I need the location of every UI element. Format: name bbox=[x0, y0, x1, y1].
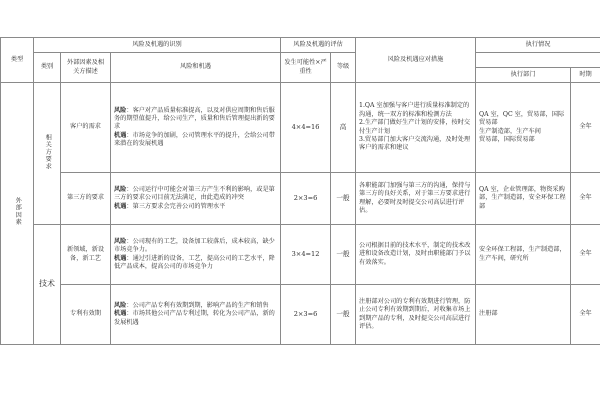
category-technology: 技术 bbox=[34, 225, 61, 345]
row-4-period: 全年 bbox=[571, 285, 600, 345]
risk-label: 风险 bbox=[114, 237, 127, 245]
row-4-opportunity: 市场其他公司产品专利过期，转化为公司产品，新的发展机遇 bbox=[114, 310, 275, 326]
header-category: 类别 bbox=[34, 53, 61, 83]
header-evaluation: 风险及机遇的评估 bbox=[281, 38, 356, 53]
risk-label: 风险 bbox=[114, 301, 127, 309]
row-2-level: 一般 bbox=[331, 173, 356, 225]
row-1-opportunity: 市场竞争的加剧，公司管理水平的提升，会给公司带来潜在的发展机遇 bbox=[114, 131, 275, 148]
row-1-risk-opportunity: 风险：客户对产品质量标准提高，以及对供应周期和售后服务的期望值提升，给公司生产，质量和售后管理提出新的要求 机遇：市场竞争的加剧，公司管理水平的提升，会给公司带来潜在的发展机遇 bbox=[111, 83, 281, 173]
row-2-risk-opportunity: 风险：公司运行中可能会对第三方产生不利的影响，或是第三方的要求公司目前无法满足，由此造成的冲突 机遇：第三方要求会完善公司的管理水平 bbox=[111, 173, 281, 225]
row-4-dept: 注册部 bbox=[476, 285, 571, 345]
header-likelihood: 发生可能性×严重性 bbox=[281, 53, 331, 83]
row-4-risk-opportunity: 风险：公司产品专利有效期到期，影响产品的生产和销售 机遇：市场其他公司产品专利过期，转化为公司产品，新的发展机遇 bbox=[111, 285, 281, 345]
row-4-measures: 注册部对公司的专利有效期进行管理，防止公司专利有效期到期后，对收集市场上到期产品的专利，及时提交公司高层进行评估。 bbox=[356, 285, 476, 345]
row-3-period: 全年 bbox=[571, 225, 600, 285]
row-1-score: 4×4=16 bbox=[281, 83, 331, 173]
header-identification: 风险及机遇的识别 bbox=[34, 38, 281, 53]
header-risk-opportunity: 风险和机遇 bbox=[111, 53, 281, 83]
header-level: 等级 bbox=[331, 53, 356, 83]
row-3-opportunity: 通过引进新的设备，工艺，提高公司的工艺水平，降低产品成本，提高公司的市场竞争力 bbox=[114, 254, 275, 270]
row-3-dept: 安全环保工程部，生产制造部，生产车间，研究所 bbox=[476, 225, 571, 285]
row-2-dept: QA 室，企业管理部，物资采购部，生产制造部，安全环保工程部 bbox=[476, 173, 571, 225]
header-dept: 执行部门 bbox=[476, 68, 571, 83]
row-3-score: 3×4=12 bbox=[281, 225, 331, 285]
row-1-factor: 客户的需求 bbox=[61, 83, 111, 173]
row-2-score: 2×3=6 bbox=[281, 173, 331, 225]
category-interested-party-text: 相关方要求 bbox=[44, 133, 52, 170]
opportunity-label: 机遇 bbox=[114, 131, 127, 139]
header-measures: 风险及机遇应对措施 bbox=[356, 38, 476, 83]
row-1-dept: QA 室，QC 室，贸易部，国际贸易部 生产制造部，生产车间 贸易部，国际贸易部 bbox=[476, 83, 571, 173]
header-external-factors: 外部因素及相关方描述 bbox=[61, 53, 111, 83]
row-4-score: 2×3=6 bbox=[281, 285, 331, 345]
row-1-risk: 客户对产品质量标准提高，以及对供应周期和售后服务的期望值提升，给公司生产，质量和售后管理提出新的要求 bbox=[114, 106, 275, 131]
opportunity-label: 机遇 bbox=[114, 254, 127, 262]
row-2-risk: 公司运行中可能会对第三方产生不利的影响，或是第三方的要求公司目前无法满足，由此造成的冲突 bbox=[114, 185, 275, 202]
row-3-risk: 公司现有的工艺，设备加工较落后，成本较高，缺少市场竞争力。 bbox=[114, 237, 275, 254]
risk-label: 风险 bbox=[114, 106, 127, 114]
opportunity-label: 机遇 bbox=[114, 202, 127, 210]
row-4-level: 一般 bbox=[331, 285, 356, 345]
row-2-opportunity: 第三方要求会完善公司的管理水平 bbox=[132, 202, 226, 210]
row-1-level: 高 bbox=[331, 83, 356, 173]
row-2-period: 全年 bbox=[571, 173, 600, 225]
row-3-measures: 公司根据目前的技术水平，制定的技术改进和设备改造计划，及时由职能部门予以有效落实。 bbox=[356, 225, 476, 285]
row-3-risk-opportunity: 风险：公司现有的工艺，设备加工较落后，成本较高，缺少市场竞争力。 机遇：通过引进新的设备，工艺，提高公司的工艺水平，降低产品成本，提高公司的市场竞争力 bbox=[111, 225, 281, 285]
group-label bbox=[1, 83, 34, 345]
opportunity-label: 机遇 bbox=[114, 310, 127, 318]
row-2-factor: 第三方的要求 bbox=[61, 173, 111, 225]
category-interested-party bbox=[34, 83, 61, 225]
risk-label: 风险 bbox=[114, 185, 127, 193]
header-execution: 执行情况 bbox=[476, 38, 600, 53]
header-type: 类型 bbox=[1, 38, 34, 83]
header-period: 时期 bbox=[571, 68, 600, 83]
header-execution-spacer bbox=[476, 53, 600, 68]
row-1-period: 全年 bbox=[571, 83, 600, 173]
row-4-factor: 专利有效期 bbox=[61, 285, 111, 345]
row-2-measures: 各职能部门加强与第三方的沟通，保持与第三方的良好关系，对于第三方要求进行理解，必要时及时提交公司高层进行评估。 bbox=[356, 173, 476, 225]
row-1-measures: 1.QA 室加强与客户进行质量标准制定的沟通，统一双方的标准和检测方法 2.生产部门做好生产计划的安排，按时交付生产计划 3.贸易部门加大客户交流沟通，及时处理客户的需求和建议 bbox=[356, 83, 476, 173]
row-3-factor: 新领域，新设备，新工艺 bbox=[61, 225, 111, 285]
row-3-level: 一般 bbox=[331, 225, 356, 285]
row-4-risk: 公司产品专利有效期到期，影响产品的生产和销售 bbox=[132, 301, 269, 309]
group-label-text: 外部因素 bbox=[14, 197, 22, 227]
risk-opportunity-table bbox=[0, 37, 600, 377]
